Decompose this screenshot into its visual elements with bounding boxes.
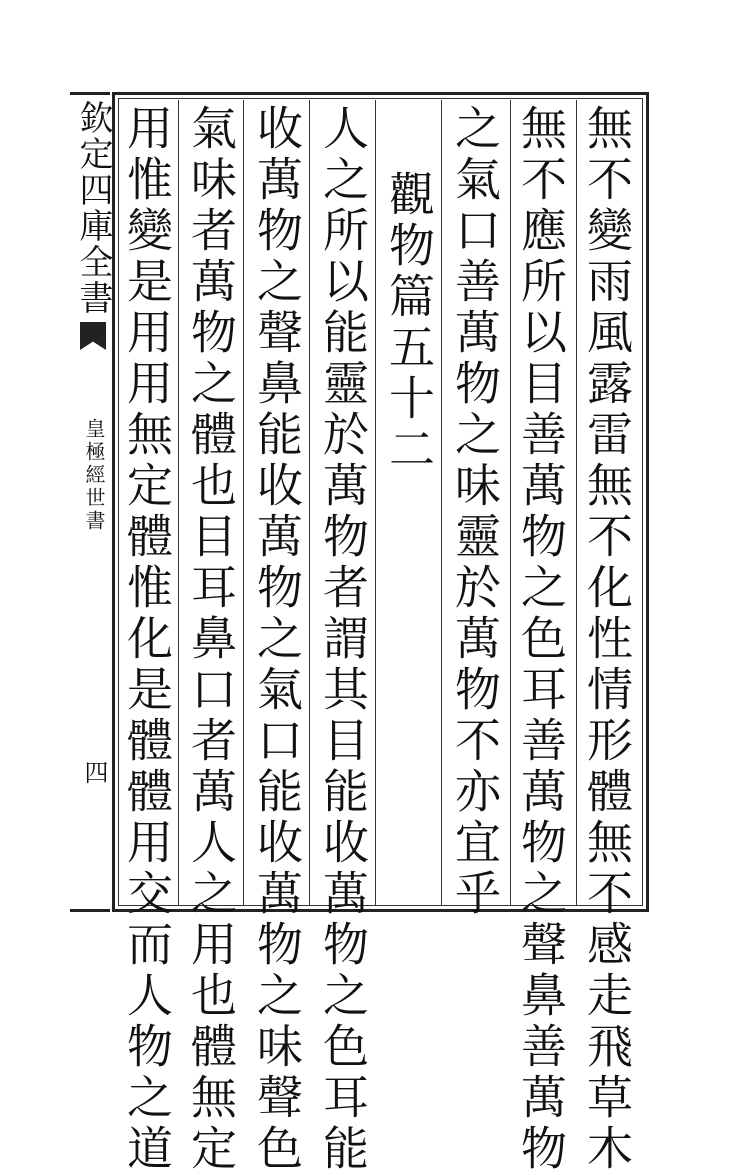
text-column-2: 無不應所以目善萬物之色耳善萬物之聲鼻善萬物 [514, 104, 568, 1175]
text-column-3: 之氣口善萬物之味靈於萬物不亦宜乎 [448, 104, 502, 920]
text-column-5: 人之所以能靈於萬物者謂其目能收萬物之色耳能 [316, 104, 370, 1175]
page-number: 四 [80, 760, 108, 784]
margin-top-rule [70, 92, 110, 95]
fishtail-mark-icon [80, 322, 106, 350]
text-column-6: 收萬物之聲鼻能收萬物之氣口能收萬物之味聲色 [250, 104, 304, 1175]
column-rule [178, 100, 179, 906]
column-rule [309, 100, 310, 906]
column-rule [375, 100, 376, 906]
column-rule [510, 100, 511, 906]
section-title: 皇極經世書 [82, 418, 106, 533]
column-rule [441, 100, 442, 906]
chapter-heading: 觀物篇五十二 [382, 170, 436, 476]
column-rule [576, 100, 577, 906]
margin-bottom-rule [70, 909, 110, 912]
text-column-7: 氣味者萬物之體也目耳鼻口者萬人之用也體無定 [184, 104, 238, 1175]
column-rule [243, 100, 244, 906]
book-title: 欽定四庫全書 [73, 100, 113, 316]
text-column-8: 用惟變是用用無定體惟化是體體用交而人物之道 [120, 104, 174, 1175]
text-column-1: 無不變雨風露雷無不化性情形體無不感走飛草木 [580, 104, 634, 1175]
